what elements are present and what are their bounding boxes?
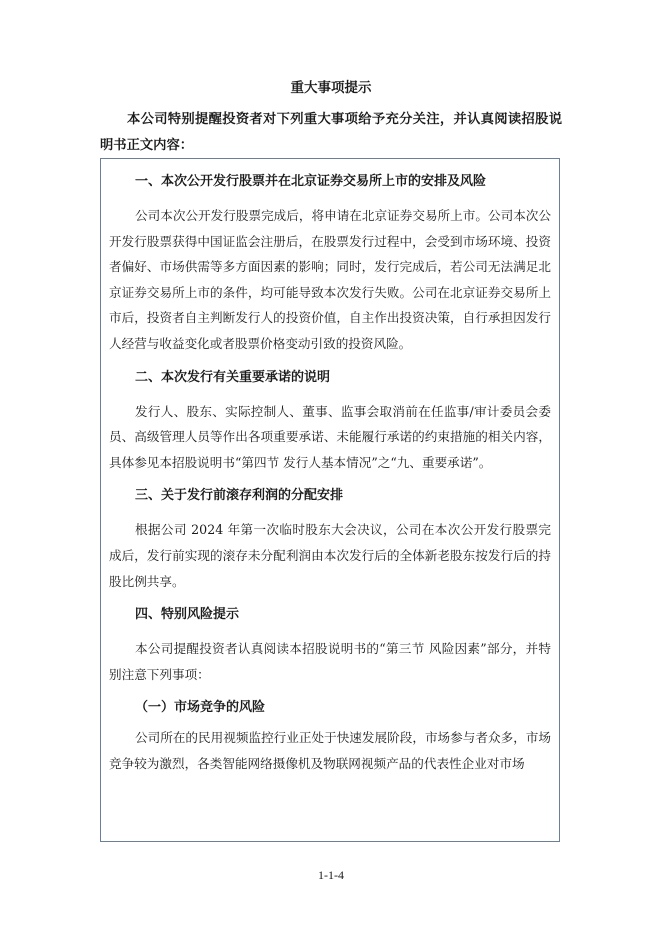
subsection-heading: （一）市场竞争的风险 <box>135 700 266 716</box>
notice-box <box>100 158 560 842</box>
section-heading-4: 四、特别风险提示 <box>135 607 240 623</box>
page-title: 重大事项提示 <box>290 80 372 96</box>
subsection-paragraph: 公司所在的民用视频监控行业正处于快速发展阶段，市场参与者众多，市场竞争较为激烈，各类智能网络摄像机及物联网视频产品的代表性企业对市场 <box>109 730 551 771</box>
section-heading-2: 二、本次发行有关重要承诺的说明 <box>135 369 331 385</box>
section-paragraph-3: 根据公司 2024 年第一次临时股东大会决议，公司在本次公开发行股票完成后，发行前实现的滚存未分配利润由本次发行后的全体新老股东按发行后的持股比例共享。 <box>109 522 551 589</box>
notice-box-content <box>101 159 559 777</box>
section-paragraph-1: 公司本次公开发行股票完成后，将申请在北京证券交易所上市。公司本次公开发行股票获得中国证监会注册后，在股票发行过程中，会受到市场环境、投资者偏好、市场供需等多方面因素的影响；同时，发行完成后，若公司无法满足北京证券交易所上市的条件，均可能导致本次发行失败。公司在北京证券交易所上市后，投资者自主判断发行人的投资价值，自主作出投资决策，自行承担因发行人经营与收益变化或者股票价格变动引致的投资风险。 <box>109 208 551 351</box>
page-number: 1-1-4 <box>318 868 344 882</box>
section-paragraph-2: 发行人、股东、实际控制人、董事、监事会取消前在任监事/审计委员会委员、高级管理人员等作出各项重要承诺、未能履行承诺的约束措施的相关内容，具体参见本招股说明书“第四节 发行人基本情况”之“九、重要承诺”。 <box>109 403 551 470</box>
section-heading-1: 一、本次公开发行股票并在北京证券交易所上市的安排及风险 <box>135 174 487 189</box>
section-heading-3: 三、关于发行前滚存利润的分配安排 <box>135 488 344 504</box>
intro-paragraph: 本公司特别提醒投资者对下列重大事项给予充分关注，并认真阅读招股说明书正文内容： <box>100 112 562 153</box>
section-paragraph-4: 本公司提醒投资者认真阅读本招股说明书的“第三节 风险因素”部分，并特别注意下列事项： <box>109 641 551 682</box>
